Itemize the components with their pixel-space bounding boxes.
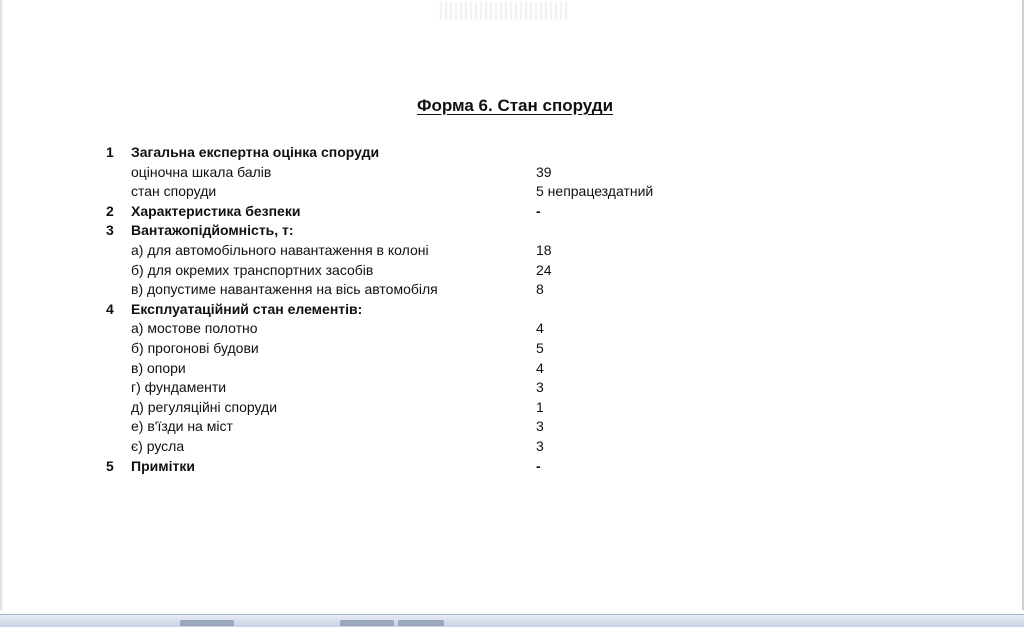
row-label: г) фундаменти	[131, 379, 227, 396]
row-number: 1	[106, 144, 114, 160]
section-heading: Примітки	[131, 457, 195, 474]
row-value: 39	[536, 163, 552, 180]
row-label: д) регуляційні споруди	[131, 398, 278, 415]
viewer-tab[interactable]	[180, 620, 234, 626]
row-label: є) русла	[131, 438, 185, 454]
viewer-tab[interactable]	[340, 620, 394, 626]
row-value: 8	[536, 281, 544, 298]
row-value: 3	[536, 438, 544, 454]
scan-artifact	[440, 2, 570, 20]
row-number: 3	[106, 222, 114, 239]
row-label: б) для окремих транспортних засобів	[131, 261, 374, 278]
row-label: стан споруди	[131, 183, 217, 200]
row-value: 3	[536, 379, 544, 396]
row-value: 3	[536, 418, 544, 435]
row-value: 4	[536, 359, 544, 376]
row-value: 5 непрацездатний	[536, 183, 654, 200]
row-label: а) мостове полотно	[131, 320, 258, 337]
row-value: 1	[536, 398, 544, 415]
form-title: Форма 6. Стан споруди	[416, 96, 614, 115]
row-label: е) в'їзди на міст	[131, 418, 233, 435]
row-value: -	[536, 457, 541, 474]
section-heading: Загальна експертна оцінка споруди	[131, 144, 380, 160]
viewer-bottom-bar	[0, 614, 1024, 627]
section-heading: Характеристика безпеки	[131, 202, 301, 219]
section-heading: Вантажопідйомність, т:	[131, 222, 294, 239]
row-label: оціночна шкала балів	[131, 163, 272, 180]
viewer-tab[interactable]	[398, 620, 444, 626]
row-value: 4	[536, 320, 544, 337]
row-number: 2	[106, 202, 114, 219]
row-value: -	[536, 202, 541, 219]
page-left-edge	[0, 0, 3, 610]
section-heading: Експлуатаційний стан елементів:	[131, 300, 363, 317]
row-label: в) допустиме навантаження на вісь автомобіля	[131, 281, 438, 298]
row-number: 4	[106, 300, 114, 317]
row-value: 18	[536, 242, 552, 258]
row-label: а) для автомобільного навантаження в колоні	[131, 242, 429, 258]
row-number: 5	[106, 457, 114, 474]
row-label: б) прогонові будови	[131, 340, 259, 356]
row-label: в) опори	[131, 359, 186, 376]
row-value: 5	[536, 340, 544, 356]
row-value: 24	[536, 261, 552, 278]
